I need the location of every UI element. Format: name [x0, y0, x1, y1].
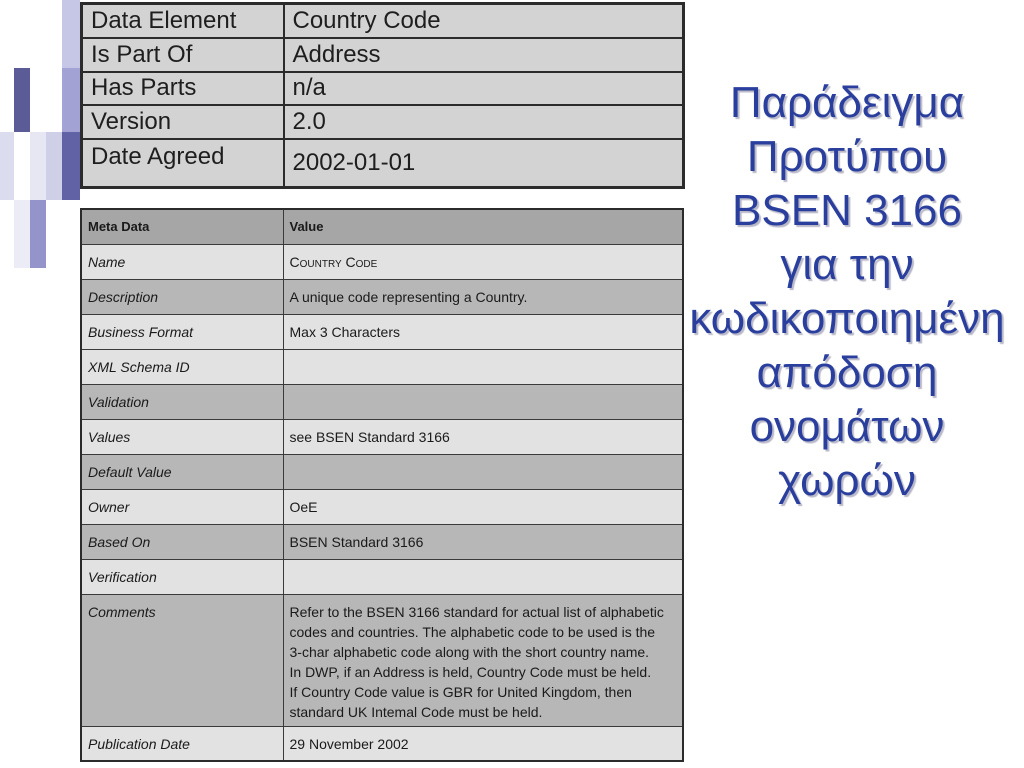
- metadata-value: BSEN Standard 3166: [283, 524, 683, 559]
- metadata-label: Description: [81, 279, 283, 314]
- summary-label: Data Element: [82, 4, 284, 38]
- decor-square: [46, 132, 62, 200]
- summary-row-date-agreed: [82, 139, 684, 188]
- metadata-row-verification: [81, 559, 683, 594]
- metadata-row-default-value: [81, 454, 683, 489]
- decor-square: [30, 200, 46, 268]
- summary-value: Country Code: [284, 4, 684, 38]
- metadata-value: [283, 454, 683, 489]
- metadata-label: Business Format: [81, 314, 283, 349]
- summary-value: n/a: [284, 72, 684, 105]
- summary-table: [80, 2, 685, 189]
- summary-label: Version: [82, 105, 284, 139]
- summary-value: Address: [284, 38, 684, 72]
- metadata-label: Comments: [81, 594, 283, 726]
- metadata-row-based-on: [81, 524, 683, 559]
- metadata-value: 29 November 2002: [283, 726, 683, 761]
- metadata-label: Verification: [81, 559, 283, 594]
- metadata-row-business-format: [81, 314, 683, 349]
- metadata-label: XML Schema ID: [81, 349, 283, 384]
- metadata-value: Max 3 Characters: [283, 314, 683, 349]
- summary-value: 2002-01-01: [284, 139, 684, 188]
- decor-square: [62, 132, 80, 200]
- metadata-header-row: [81, 209, 683, 244]
- metadata-row-name: [81, 244, 683, 279]
- metadata-value: [283, 384, 683, 419]
- summary-row-version: [82, 105, 684, 139]
- summary-label: Has Parts: [82, 72, 284, 105]
- decor-square: [0, 132, 14, 200]
- metadata-row-xml-schema-id: [81, 349, 683, 384]
- slide-title: Παράδειγμα Προτύπου BSEN 3166 για την κωδικοποιημένη απόδοση ονομάτων χωρών: [689, 78, 1005, 505]
- summary-value: 2.0: [284, 105, 684, 139]
- decor-square: [62, 0, 80, 68]
- metadata-value: [283, 349, 683, 384]
- metadata-value: Country Code: [283, 244, 683, 279]
- summary-row-data-element: [82, 4, 684, 38]
- decor-square: [30, 132, 46, 200]
- metadata-label: Based On: [81, 524, 283, 559]
- summary-row-is-part-of: [82, 38, 684, 72]
- metadata-header-value: Value: [283, 209, 683, 244]
- metadata-value: OeE: [283, 489, 683, 524]
- metadata-value: Refer to the BSEN 3166 standard for actual list of alphabetic codes and countries. The alphabetic code to be used is the 3-char alphabetic code along with the short country name. In DWP, if an Address is held, Country Code must be held. If Country Code value is GBR for United Kingdom, then standard UK Intemal Code must be held.: [283, 594, 683, 726]
- summary-label: Is Part Of: [82, 38, 284, 72]
- decor-square: [62, 68, 80, 132]
- metadata-row-comments: [81, 594, 683, 726]
- metadata-value: see BSEN Standard 3166: [283, 419, 683, 454]
- metadata-label: Owner: [81, 489, 283, 524]
- metadata-row-description: [81, 279, 683, 314]
- summary-row-has-parts: [82, 72, 684, 105]
- metadata-value: [283, 559, 683, 594]
- metadata-label: Values: [81, 419, 283, 454]
- metadata-label: Default Value: [81, 454, 283, 489]
- metadata-row-owner: [81, 489, 683, 524]
- decor-square: [14, 200, 30, 268]
- metadata-label: Name: [81, 244, 283, 279]
- metadata-label: Publication Date: [81, 726, 283, 761]
- metadata-value: A unique code representing a Country.: [283, 279, 683, 314]
- decor-square: [14, 68, 30, 132]
- summary-label: Date Agreed: [82, 139, 284, 188]
- metadata-row-validation: [81, 384, 683, 419]
- metadata-row-values: [81, 419, 683, 454]
- metadata-label: Validation: [81, 384, 283, 419]
- metadata-header-label: Meta Data: [81, 209, 283, 244]
- metadata-table: [80, 208, 684, 762]
- metadata-row-publication-date: [81, 726, 683, 761]
